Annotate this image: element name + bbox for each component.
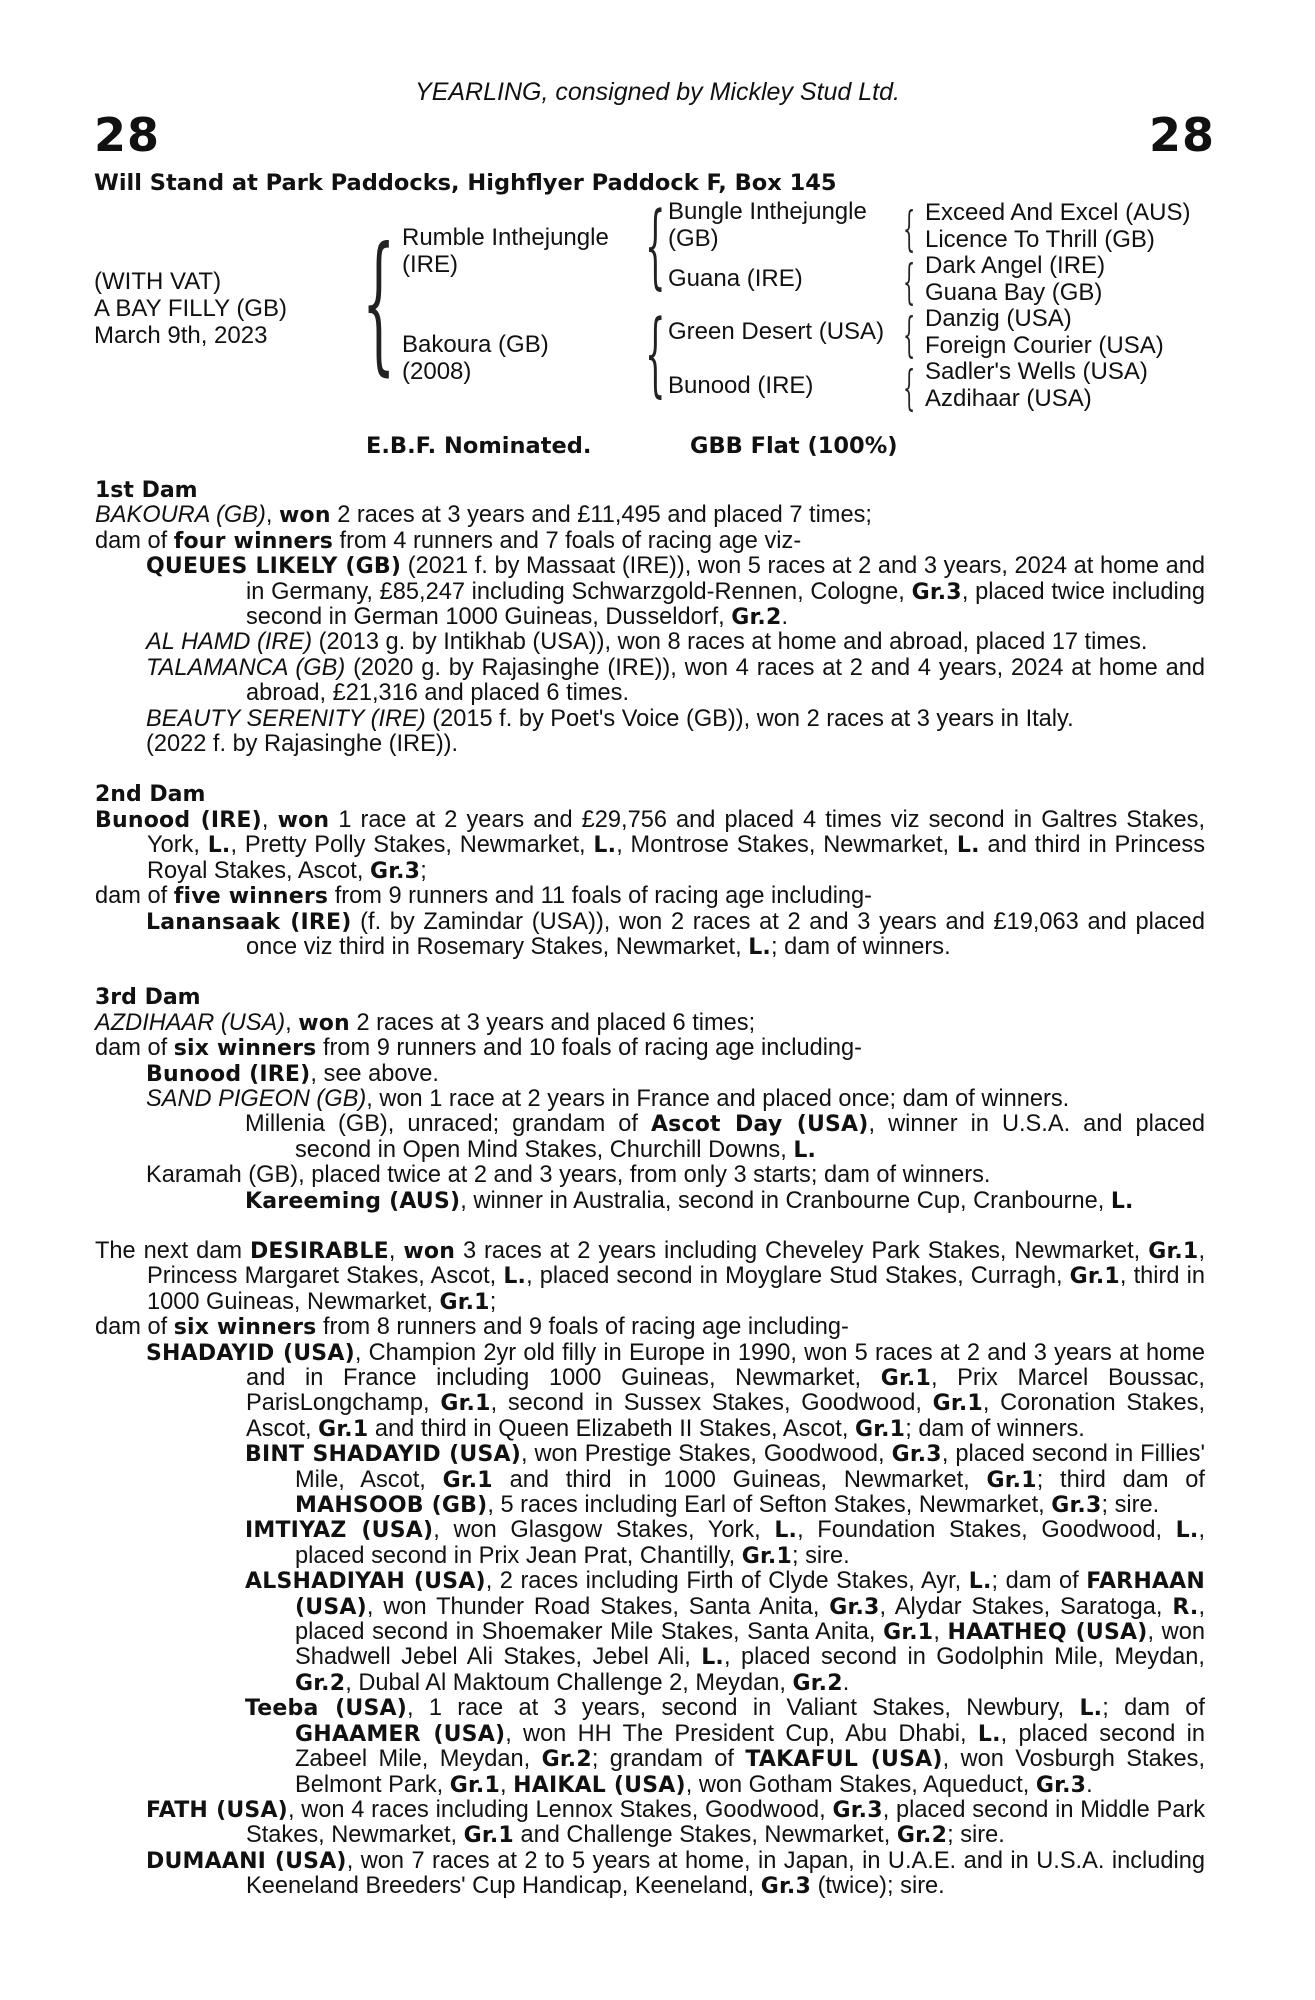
produce-dumaani: DUMAANI (USA), won 7 races at 2 to 5 years at home, in Japan, in U.A.E. and in U.S.A. including Keeneland Breeders' Cup Handicap, Keeneland, Gr.3 (twice); sire. [146,1847,1205,1900]
dam-sire-name: Green Desert (USA) [668,318,885,345]
brace-g3-1: { [903,201,916,257]
brace-g3-4: { [903,360,916,416]
produce-kareeming: Kareeming (AUS), winner in Australia, second in Cranbourne Cup, Cranbourne, L. [245,1187,1134,1214]
g3-3: Dark Angel (IRE) [925,252,1106,279]
second-dam-produce: dam of five winners from 9 runners and 11 foals of racing age including- [95,883,873,910]
produce-imtiyaz: IMTIYAZ (USA), won Glasgow Stakes, York, L., Foundation Stakes, Goodwood, L., placed second in Prix Jean Prat, Chantilly, Gr.1; sire. [245,1517,1205,1569]
dam-year: (2008) [402,358,472,385]
produce-record [95,478,1205,1900]
stable-location: Will Stand at Park Paddocks, Highflyer Paddock F, Box 145 [94,170,837,196]
sire-sire-name: Bungle Inthejungle [668,198,867,225]
first-dam-heading: 1st Dam [95,478,198,503]
produce-talamanca: TALAMANCA (GB) (2020 g. by Rajasinghe (IRE)), won 4 races at 2 and 4 years, 2024 at home and abroad, £21,316 and placed 6 times. [146,654,1206,707]
ebf-note: E.B.F. Nominated. [366,433,592,459]
next-dam-para: The next dam DESIRABLE, won 3 races at 2 years including Cheveley Park Stakes, Newmarket, Gr.1, Princess Margaret Stakes, Ascot, L., placed second in Moyglare Stud Stakes, Curragh, Gr.1, third in 1000 Guineas, Newmarket, Gr.1; [95,1237,1205,1315]
dam-dam-name: Bunood (IRE) [668,372,814,399]
g3-8: Azdihaar (USA) [925,385,1092,412]
produce-karamah: Karamah (GB), placed twice at 2 and 3 years, from only 3 starts; dam of winners. [146,1162,991,1189]
g3-7: Sadler's Wells (USA) [925,358,1148,385]
consignor-line: YEARLING, consigned by Mickley Stud Ltd. [415,78,900,106]
lot-number-left: 28 [94,108,161,162]
brace-g3-2: { [903,254,916,310]
dam-name: Bakoura (GB) [402,331,549,358]
g3-6: Foreign Courier (USA) [925,332,1164,359]
first-dam-para: BAKOURA (GB), won 2 races at 3 years and £11,495 and placed 7 times; [95,502,872,529]
first-dam-produce: dam of four winners from 4 runners and 7 foals of racing age viz- [95,527,802,554]
g3-2: Licence To Thrill (GB) [925,226,1155,253]
produce-sand-pigeon: SAND PIGEON (GB), won 1 race at 2 years in France and placed once; dam of winners. [146,1085,1070,1112]
produce-millenia: Millenia (GB), unraced; grandam of Ascot Day (USA), winner in U.S.A. and placed second in Open Mind Stakes, Churchill Downs, L. [245,1111,1206,1163]
produce-beauty-serenity: BEAUTY SERENITY (IRE) (2015 f. by Poet's Voice (GB)), won 2 races at 3 years in Italy. [146,705,1074,732]
second-dam-para: Bunood (IRE), won 1 race at 2 years and £29,756 and placed 4 times viz second in Galtres Stakes, York, L., Pretty Polly Stakes, Newmarket, L., Montrose Stakes, Newmarket, L. and third in Princess Royal Stakes, Ascot, Gr.3; [95,806,1205,884]
produce-bunood: Bunood (IRE), see above. [146,1060,439,1087]
g3-4: Guana Bay (GB) [925,279,1103,306]
brace-g3-3: { [903,307,916,363]
gbb-note: GBB Flat (100%) [690,433,898,459]
third-dam-produce: dam of six winners from 9 runners and 10 foals of racing age including- [95,1035,863,1062]
produce-al-hamd: AL HAMD (IRE) (2013 g. by Intikhab (USA)), won 8 races at home and abroad, placed 17 times. [146,629,1148,656]
produce-teeba: Teeba (USA), 1 race at 3 years, second in Valiant Stakes, Newbury, L.; dam of GHAAMER (USA), won HH The President Cup, Abu Dhabi, L., placed second in Zabeel Mile, Meydan, Gr.2; grandam of TAKAFUL (USA), won Vosburgh Stakes, Belmont Park, Gr.1, HAIKAL (USA), won Gotham Stakes, Aqueduct, Gr.3. [245,1695,1205,1798]
next-dam-produce: dam of six winners from 8 runners and 9 foals of racing age including- [95,1314,849,1341]
sire-country: (IRE) [402,251,458,278]
second-dam-heading: 2nd Dam [95,782,206,808]
brace-dam: { [645,300,666,407]
produce-fath: FATH (USA), won 4 races including Lennox Stakes, Goodwood, Gr.3, placed second in Middle Park Stakes, Newmarket, Gr.1 and Challenge Stakes, Newmarket, Gr.2; sire. [146,1796,1205,1849]
g3-5: Danzig (USA) [925,305,1072,332]
produce-2022: (2022 f. by Rajasinghe (IRE)). [146,731,459,758]
sire-name: Rumble Inthejungle [402,224,609,251]
sire-sire-country: (GB) [668,225,719,252]
lot-title: A BAY FILLY (GB) [94,295,287,322]
brace-sire: { [645,192,666,299]
g3-1: Exceed And Excel (AUS) [925,199,1191,226]
produce-bint-shadayid: BINT SHADAYID (USA), won Prestige Stakes, Goodwood, Gr.3, placed second in Fillies' Mile, Ascot, Gr.1 and third in 1000 Guineas, Newmarket, Gr.1; third dam of MAHSOOB (GB), 5 races including Earl of Sefton Stakes, Newmarket, Gr.3; sire. [245,1441,1205,1519]
third-dam-heading: 3rd Dam [95,985,201,1011]
produce-lanansaak: Lanansaak (IRE) (f. by Zamindar (USA)), won 2 races at 2 and 3 years and £19,063 and placed once viz third in Rosemary Stakes, Newmarket, L.; dam of winners. [146,908,1205,960]
third-dam-para: AZDIHAAR (USA), won 2 races at 3 years and placed 6 times; [95,1009,756,1036]
foaling-date: March 9th, 2023 [94,322,268,349]
brace-main: { [362,216,396,390]
sire-dam-name: Guana (IRE) [668,265,803,292]
vat-note: (WITH VAT) [94,268,222,295]
produce-queues-likely: QUEUES LIKELY (GB) (2021 f. by Massaat (IRE)), won 5 races at 2 and 3 years, 2024 at home and in Germany, £85,247 including Schwarzgold-Rennen, Cologne, Gr.3, placed twice including second in German 1000 Guineas, Dusseldorf, Gr.2. [146,553,1205,631]
lot-number-right: 28 [1148,108,1215,162]
produce-alshadiyah: ALSHADIYAH (USA), 2 races including Firth of Clyde Stakes, Ayr, L.; dam of FARHAAN (USA), won Thunder Road Stakes, Santa Anita, Gr.3, Alydar Stakes, Saratoga, R., placed second in Shoemaker Mile Stakes, Santa Anita, Gr.1, HAATHEQ (USA), won Shadwell Jebel Ali Stakes, Jebel Ali, L., placed second in Godolphin Mile, Meydan, Gr.2, Dubal Al Maktoum Challenge 2, Meydan, Gr.2. [245,1568,1205,1696]
produce-shadayid: SHADAYID (USA), Champion 2yr old filly in Europe in 1990, won 5 races at 2 and 3 years at home and in France including 1000 Guineas, Newmarket, Gr.1, Prix Marcel Boussac, ParisLongchamp, Gr.1, second in Sussex Stakes, Goodwood, Gr.1, Coronation Stakes, Ascot, Gr.1 and third in Queen Elizabeth II Stakes, Ascot, Gr.1; dam of winners. [146,1339,1206,1442]
